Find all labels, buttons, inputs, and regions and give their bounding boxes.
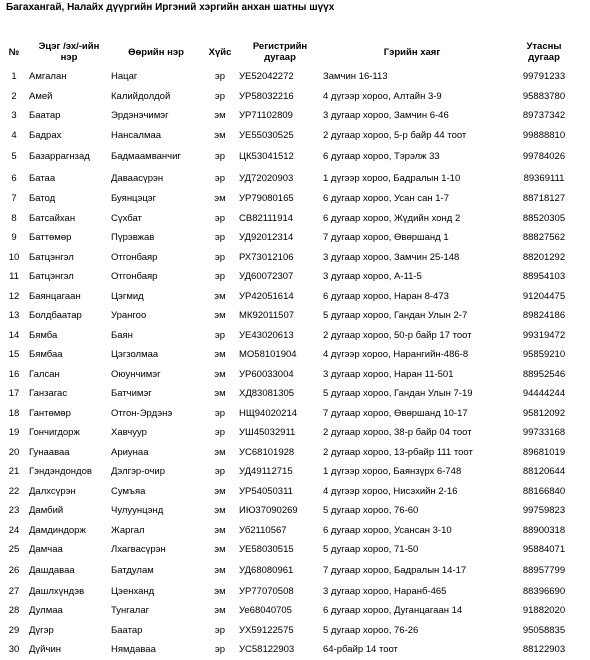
cell-surname: Батцэнгэл	[29, 271, 74, 283]
cell-registration: МК92011507	[239, 310, 295, 322]
column-header-surname-line1: Эцэг /эх/-ийн	[38, 41, 100, 52]
cell-name: Бадмаамванчиг	[111, 150, 181, 162]
cell-address: 1 дүгээр хороо, Баянзүрх 6-748	[323, 466, 462, 478]
cell-phone: 88957799	[522, 565, 566, 576]
cell-phone: 99319472	[522, 329, 566, 341]
cell-registration: УД60072307	[239, 271, 294, 283]
cell-phone: 88718127	[522, 193, 566, 205]
table-row	[0, 621, 586, 641]
cell-surname: Гэндэндондов	[29, 466, 92, 478]
cell-address: 64-рбайр 14 тоот	[323, 644, 398, 656]
cell-sex: эр	[214, 71, 226, 83]
cell-surname: Дамчаа	[29, 544, 63, 556]
cell-address: 6 дугаар хороо, Усансан 3-10	[323, 524, 452, 536]
cell-name: Эрдэнэчимэг	[111, 110, 169, 122]
cell-surname: Бямба	[29, 329, 58, 341]
table-row	[0, 462, 586, 482]
column-header-name: Өөрийн нэр	[128, 46, 184, 58]
table-row	[0, 501, 586, 521]
cell-surname: Базаррагнзад	[29, 150, 90, 162]
table-row	[0, 384, 586, 404]
cell-surname: Батцэнгэл	[29, 251, 74, 263]
cell-phone: 88520305	[522, 212, 566, 224]
cell-number: 19	[8, 427, 20, 439]
cell-phone: 95883780	[522, 90, 566, 102]
cell-registration: НЩ94020214	[239, 407, 298, 419]
cell-number: 10	[8, 251, 20, 263]
cell-sex: эм	[214, 388, 226, 400]
table-header	[0, 37, 586, 67]
document-title: Багахангай, Налайх дүүргийн Иргэний хэргийн анхан шатны шүүх	[6, 2, 335, 13]
cell-surname: Дашлхүндэв	[29, 585, 85, 597]
cell-sex: эр	[214, 232, 226, 244]
cell-phone: 95812092	[522, 407, 566, 419]
cell-sex: эм	[214, 129, 226, 141]
cell-name: Батдулам	[111, 565, 154, 576]
cell-phone: 91204475	[522, 290, 566, 302]
cell-registration: Уб2110567	[239, 524, 287, 536]
cell-phone: 89737342	[522, 110, 566, 122]
cell-surname: Гантөмөр	[29, 407, 71, 419]
cell-sex: эр	[214, 644, 226, 656]
cell-phone: 99784026	[522, 150, 566, 162]
cell-sex: эр	[214, 329, 226, 341]
cell-registration: УД92012314	[239, 232, 294, 244]
cell-sex: эм	[214, 605, 226, 617]
table-row	[0, 287, 586, 307]
cell-number: 23	[8, 505, 20, 517]
cell-surname: Галсан	[29, 368, 60, 380]
table-row	[0, 423, 586, 443]
cell-phone: 95884071	[522, 544, 566, 556]
cell-number: 24	[8, 524, 20, 536]
cell-name: Урангоо	[111, 310, 147, 322]
cell-registration: УД68080961	[239, 565, 294, 576]
cell-registration: УХ59122575	[239, 624, 294, 636]
cell-phone: 95058835	[522, 624, 566, 636]
cell-address: 6 дугаар хороо, Усан сан 1-7	[323, 193, 449, 205]
cell-name: Отгонбаяр	[111, 271, 158, 283]
cell-phone: 88952546	[522, 368, 566, 380]
cell-address: 5 дугаар хороо, Гандан Улын 7-19	[323, 388, 473, 400]
cell-name: Тунгалаг	[111, 605, 150, 617]
column-header-address: Гэрийн хаяг	[383, 46, 441, 58]
cell-surname: Баттөмөр	[29, 232, 72, 244]
cell-phone: 88120644	[522, 466, 566, 478]
cell-name: Отгон-Эрдэнэ	[111, 407, 173, 419]
cell-number: 7	[11, 193, 17, 205]
cell-address: 3 дугаар хороо, А-11-5	[323, 271, 422, 283]
cell-address: 7 дугаар хороо, Өвөршанд 10-17	[323, 407, 468, 419]
cell-sex: эм	[214, 110, 226, 122]
cell-name: Нямдаваа	[111, 644, 156, 656]
cell-surname: Дашдаваа	[29, 565, 75, 576]
cell-sex: эм	[214, 565, 226, 576]
cell-phone: 94444244	[522, 388, 566, 400]
cell-address: 5 дугаар хороо, Гандан Улын 2-7	[323, 310, 468, 322]
cell-number: 6	[11, 172, 17, 184]
cell-surname: Дамдиндорж	[29, 524, 86, 536]
table-body	[0, 67, 586, 660]
table-row	[0, 87, 586, 107]
column-header-phone-line2: дугаар	[528, 52, 560, 63]
cell-registration: Уе68040705	[239, 605, 292, 617]
cell-registration: УЕ55030525	[239, 129, 294, 141]
cell-number: 1	[11, 71, 17, 83]
cell-number: 2	[11, 90, 17, 102]
cell-sex: эм	[214, 193, 226, 205]
table-row	[0, 345, 586, 365]
cell-surname: Дүгэр	[29, 624, 54, 636]
cell-sex: эр	[214, 90, 226, 102]
table-row	[0, 521, 586, 541]
table-row	[0, 540, 586, 560]
cell-surname: Бадрах	[29, 129, 62, 141]
cell-address: 6 дугаар хороо, Дуганцагаан 14	[323, 605, 463, 617]
cell-surname: Дулмаа	[29, 605, 63, 617]
cell-registration: СВ82111914	[239, 212, 294, 224]
cell-name: Пүрэвжав	[111, 232, 155, 244]
cell-phone: 95859210	[522, 349, 566, 361]
cell-registration: УР42051614	[239, 290, 294, 302]
table-row	[0, 306, 586, 326]
cell-address: 1 дүгээр хороо, Бадралын 1-10	[323, 172, 461, 184]
cell-address: 6 дугаар хороо, Жүдийн хонд 2	[323, 212, 461, 224]
cell-sex: эм	[214, 585, 226, 597]
cell-phone: 88122903	[522, 644, 566, 656]
cell-registration: УС68101928	[239, 446, 295, 458]
cell-name: Даваасүрэн	[111, 172, 164, 184]
cell-name: Цэгзолмаа	[111, 349, 159, 361]
table-row	[0, 267, 586, 287]
cell-address: 5 дугаар хороо, 71-50	[323, 544, 419, 556]
cell-address: 3 дугаар хороо, Наран 11-501	[323, 368, 454, 380]
cell-registration: УР77070508	[239, 585, 294, 597]
table-row	[0, 560, 586, 582]
cell-sex: эм	[214, 446, 226, 458]
cell-address: 7 дугаар хороо, Бадралын 14-17	[323, 565, 467, 576]
cell-number: 21	[8, 466, 20, 478]
cell-surname: Амей	[29, 90, 53, 102]
table-row	[0, 106, 586, 126]
column-header-sex: Хүйс	[208, 46, 232, 58]
cell-registration: УР71102809	[239, 110, 293, 122]
cell-sex: эр	[214, 624, 226, 636]
table-row	[0, 67, 586, 87]
cell-phone: 99759823	[522, 505, 566, 517]
column-header-registration	[238, 37, 322, 67]
cell-name: Хавчуур	[111, 427, 147, 439]
cell-number: 9	[11, 232, 17, 244]
cell-registration: РХ73012106	[239, 251, 294, 263]
registry-table	[0, 37, 586, 660]
column-header-registration-line1: Регистрийн	[252, 41, 308, 52]
cell-phone: 88396690	[522, 585, 566, 597]
cell-sex: эм	[214, 524, 226, 536]
cell-registration: УР79080165	[239, 193, 294, 205]
table-row	[0, 365, 586, 385]
table-row	[0, 582, 586, 602]
cell-number: 8	[11, 212, 17, 224]
table-row	[0, 209, 586, 229]
column-header-number: №	[8, 46, 20, 58]
cell-number: 4	[11, 129, 17, 141]
cell-name: Нансалмаа	[111, 129, 162, 141]
table-row	[0, 404, 586, 424]
column-header-registration-line2: дугаар	[264, 52, 296, 63]
cell-sex: эм	[214, 310, 226, 322]
cell-surname: Болдбаатар	[29, 310, 82, 322]
cell-address: Замчин 16-113	[323, 71, 388, 83]
cell-number: 22	[8, 485, 20, 497]
cell-surname: Амгалан	[29, 71, 67, 83]
cell-address: 3 дугаар хороо, Замчин 25-148	[323, 251, 460, 263]
cell-registration: УР60033004	[239, 368, 294, 380]
cell-number: 30	[8, 644, 20, 656]
table-row	[0, 145, 586, 167]
cell-name: Чулуунцэнд	[111, 505, 164, 517]
cell-registration: МО58101904	[239, 349, 297, 361]
cell-registration: УЕ58030515	[239, 544, 294, 556]
cell-name: Баян	[111, 329, 133, 341]
cell-name: Лхагвасүрэн	[111, 544, 166, 556]
cell-number: 27	[8, 585, 20, 597]
table-row	[0, 482, 586, 502]
cell-sex: эр	[214, 212, 226, 224]
cell-phone: 89681019	[522, 446, 566, 458]
column-header-phone-line1: Утасны	[526, 41, 562, 52]
cell-address: 6 дугаар хороо, Тэрэлж 33	[323, 150, 440, 162]
cell-number: 16	[8, 368, 20, 380]
cell-name: Сумъяа	[111, 485, 146, 497]
cell-sex: эр	[214, 172, 226, 184]
cell-surname: Бямбаа	[29, 349, 63, 361]
cell-sex: эм	[214, 544, 226, 556]
cell-registration: УШ45032911	[239, 427, 296, 439]
table-row	[0, 126, 586, 146]
cell-number: 25	[8, 544, 20, 556]
cell-registration: УД49112715	[239, 466, 293, 478]
cell-address: 4 дүгээр хороо, Алтайн 3-9	[323, 90, 442, 102]
cell-address: 2 дугаар хороо, 13-рбайр 111 тоот	[323, 446, 473, 458]
cell-registration: УЕ52042272	[239, 71, 294, 83]
cell-surname: Баатар	[29, 110, 61, 122]
cell-phone: 88900318	[522, 524, 566, 536]
cell-number: 12	[8, 290, 20, 302]
cell-sex: эр	[214, 407, 226, 419]
cell-number: 15	[8, 349, 20, 361]
cell-number: 3	[11, 110, 17, 122]
cell-name: Цэенханд	[111, 585, 155, 597]
table-row	[0, 167, 586, 189]
table-row	[0, 189, 586, 209]
cell-surname: Гунааваа	[29, 446, 70, 458]
cell-name: Баатар	[111, 624, 143, 636]
cell-number: 20	[8, 446, 20, 458]
cell-number: 14	[8, 329, 20, 341]
cell-number: 18	[8, 407, 20, 419]
cell-registration: УР54050311	[239, 485, 293, 497]
cell-phone: 99733168	[522, 427, 566, 439]
cell-number: 26	[8, 565, 20, 576]
cell-address: 2 дугаар хороо, 38-р байр 04 тоот	[323, 427, 472, 439]
cell-sex: эр	[214, 466, 226, 478]
cell-address: 2 дугаар хороо, 50-р байр 17 тоот	[323, 329, 472, 341]
cell-number: 5	[11, 150, 17, 162]
cell-address: 2 дугаар хороо, 5-р байр 44 тоот	[323, 129, 467, 141]
table-row	[0, 601, 586, 621]
cell-sex: эр	[214, 271, 226, 283]
column-header-phone	[502, 37, 586, 67]
cell-name: Оюунчимэг	[111, 368, 161, 380]
cell-name: Калийдолдой	[111, 90, 171, 102]
table-row	[0, 248, 586, 268]
cell-surname: Дүйчин	[29, 644, 61, 656]
cell-phone: 88166840	[522, 485, 566, 497]
cell-number: 11	[9, 271, 19, 283]
cell-surname: Батод	[29, 193, 56, 205]
cell-registration: УР58032216	[239, 90, 294, 102]
cell-address: 3 дугаар хороо, Замчин 6-46	[323, 110, 449, 122]
cell-sex: эр	[214, 427, 226, 439]
cell-phone: 99888810	[522, 129, 566, 141]
cell-name: Батчимэг	[111, 388, 152, 400]
cell-registration: ХД83081305	[239, 388, 295, 400]
cell-number: 28	[8, 605, 20, 617]
cell-sex: эр	[214, 251, 226, 263]
cell-name: Дэлгэр-очир	[111, 466, 165, 478]
cell-sex: эм	[214, 485, 226, 497]
cell-name: Ариунаа	[111, 446, 149, 458]
cell-address: 5 дугаар хороо, 76-60	[323, 505, 419, 517]
cell-phone: 88954103	[522, 271, 566, 283]
column-header-surname	[28, 37, 110, 67]
cell-surname: Батсайхан	[29, 212, 76, 224]
cell-surname: Далхсүрэн	[29, 485, 76, 497]
table-row	[0, 640, 586, 660]
cell-phone: 88827562	[522, 232, 566, 244]
cell-address: 4 дүгээр хороо, Нарангийн-486-8	[323, 349, 469, 361]
cell-name: Буянцэцэг	[111, 193, 157, 205]
cell-surname: Баянцагаан	[29, 290, 81, 302]
cell-sex: эр	[214, 150, 226, 162]
cell-sex: эм	[214, 349, 226, 361]
cell-number: 29	[8, 624, 20, 636]
cell-address: 5 дугаар хороо, 76-26	[323, 624, 419, 636]
cell-registration: ЦК53041512	[239, 150, 294, 162]
cell-name: Жаргал	[111, 524, 145, 536]
cell-surname: Ганзагас	[29, 388, 68, 400]
cell-phone: 89824186	[522, 310, 566, 322]
cell-phone: 88201292	[522, 251, 566, 263]
cell-address: 4 дүгээр хороо, Нисэхийн 2-16	[323, 485, 458, 497]
cell-address: 3 дугаар хороо, Наранб-465	[323, 585, 447, 597]
table-row	[0, 228, 586, 248]
cell-phone: 89369111	[523, 172, 565, 184]
column-header-surname-line2: нэр	[60, 52, 78, 63]
cell-sex: эм	[214, 368, 226, 380]
cell-number: 17	[8, 388, 20, 400]
cell-name: Цэгмид	[111, 290, 144, 302]
cell-surname: Батаа	[29, 172, 56, 184]
cell-name: Нацаг	[111, 71, 138, 83]
cell-registration: УЕ43020613	[239, 329, 294, 341]
table-row	[0, 443, 586, 463]
cell-name: Отгонбаяр	[111, 251, 158, 263]
cell-surname: Гончигдорж	[29, 427, 80, 439]
cell-address: 7 дугаар хороо, Өвөршанд 1	[323, 232, 449, 244]
cell-name: Сүхбат	[111, 212, 142, 224]
cell-address: 6 дугаар хороо, Наран 8-473	[323, 290, 449, 302]
cell-surname: Дамбий	[29, 505, 64, 517]
cell-registration: УС58122903	[239, 644, 295, 656]
cell-registration: ИЮ37090269	[239, 505, 298, 517]
cell-number: 13	[8, 310, 20, 322]
cell-phone: 91882020	[522, 605, 566, 617]
cell-phone: 99791233	[522, 71, 566, 83]
cell-registration: УД72020903	[239, 172, 294, 184]
cell-sex: эм	[214, 290, 226, 302]
cell-sex: эм	[214, 505, 226, 517]
table-row	[0, 326, 586, 346]
